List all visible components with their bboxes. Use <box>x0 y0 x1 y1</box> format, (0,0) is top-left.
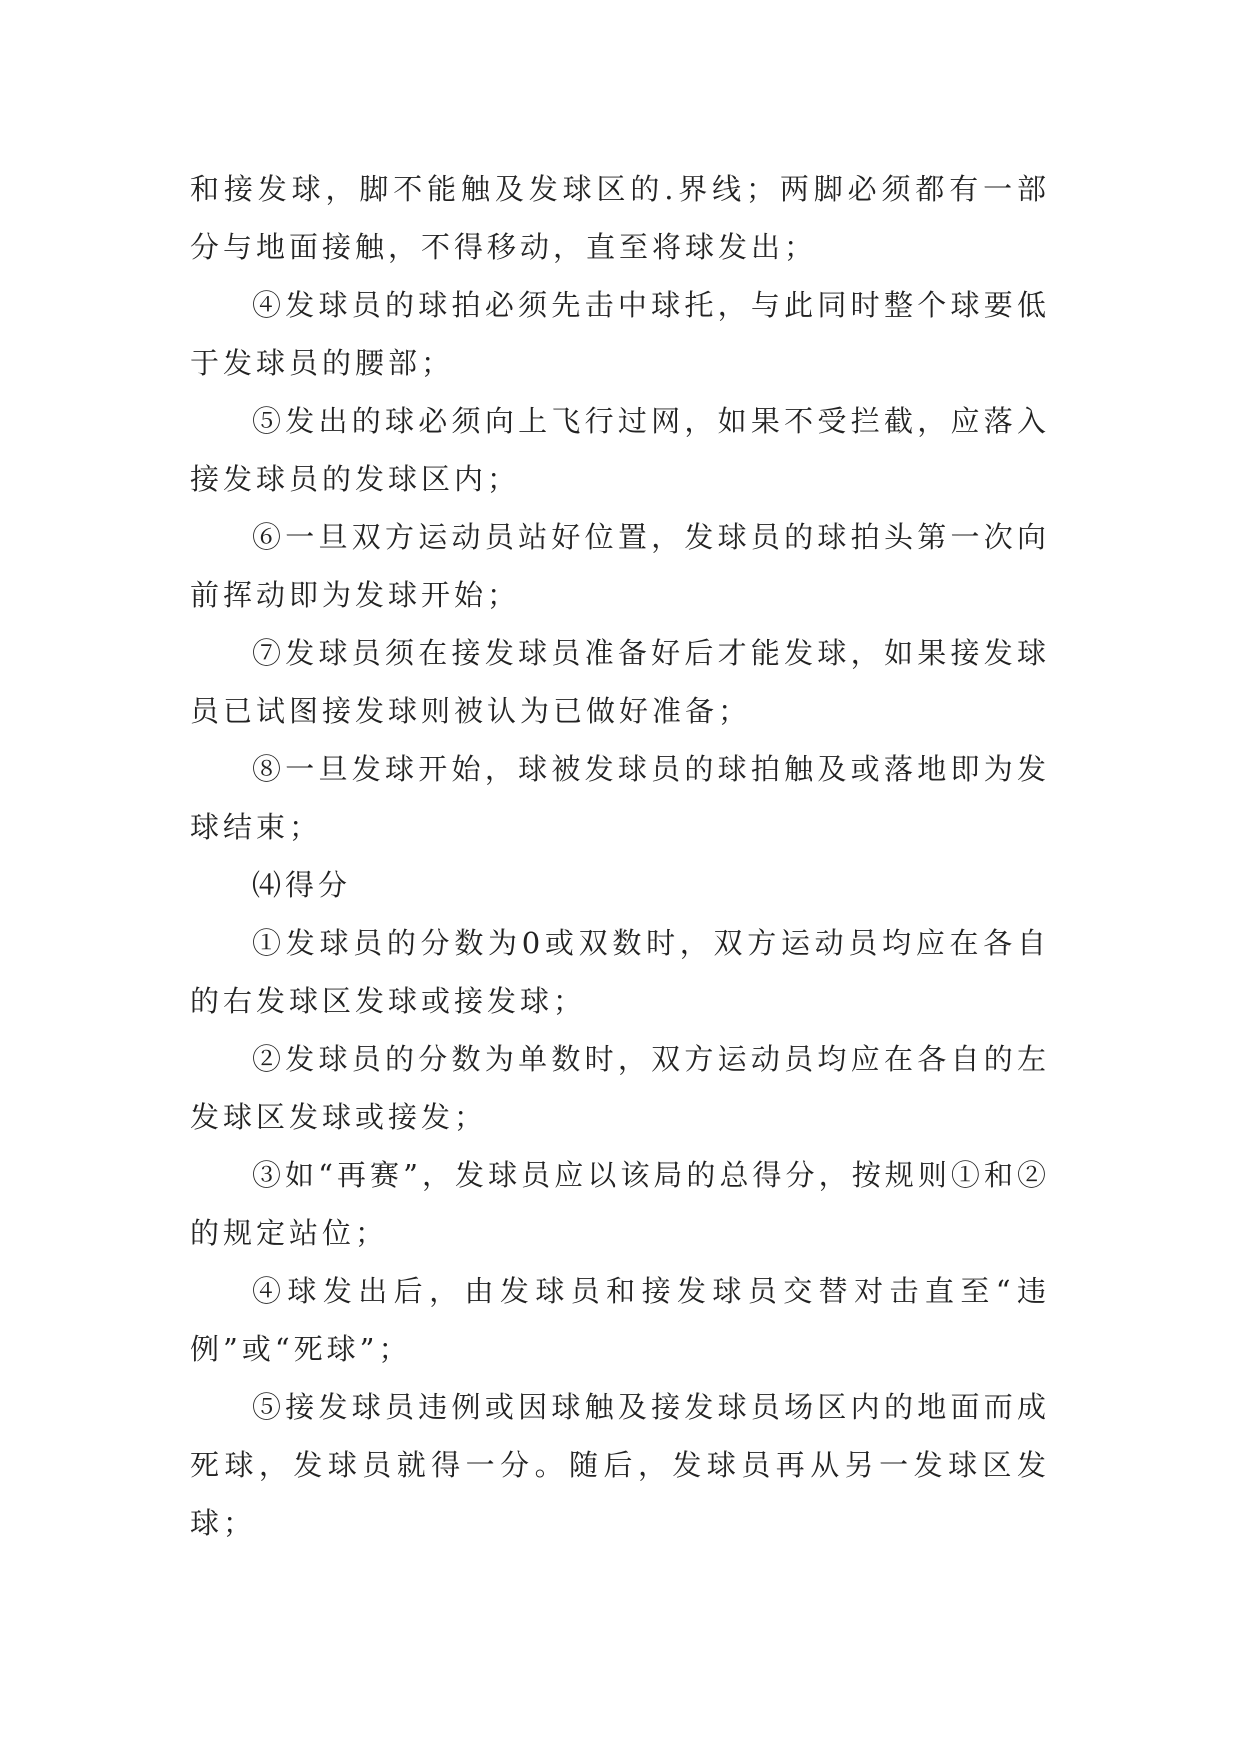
paragraph-serve-feet-rule: 和接发球，脚不能触及发球区的.界线；两脚必须都有一部分与地面接触，不得移动，直至将球发出； <box>190 172 1050 264</box>
paragraph-rule-8-serve-end: ⑧一旦发球开始，球被发球员的球拍触及或落地即为发球结束； <box>190 752 1050 844</box>
paragraph-rule-4-racket-contact: ④发球员的球拍必须先击中球托，与此同时整个球要低于发球员的腰部； <box>190 288 1050 380</box>
paragraph-rule-7-receiver-ready: ⑦发球员须在接发球员准备好后才能发球，如果接发球员已试图接发球则被认为已做好准备； <box>190 636 1050 728</box>
section-heading-scoring: ⑷得分 <box>252 868 352 902</box>
paragraph-score-rule-1-even: ①发球员的分数为0或双数时，双方运动员均应在各自的右发球区发球或接发球； <box>190 926 1050 1018</box>
paragraph-rule-6-serve-start: ⑥一旦双方运动员站好位置，发球员的球拍头第一次向前挥动即为发球开始； <box>190 520 1050 612</box>
paragraph-score-rule-4-rally: ④球发出后，由发球员和接发球员交替对击直至“违例”或“死球”； <box>190 1274 1050 1366</box>
paragraph-score-rule-5-point: ⑤接发球员违例或因球触及接发球员场区内的地面而成死球，发球员就得一分。随后，发球员再从另一发球区发球； <box>190 1390 1050 1540</box>
paragraph-score-rule-3-let: ③如“再赛”，发球员应以该局的总得分，按规则①和②的规定站位； <box>190 1158 1050 1250</box>
document-body <box>190 160 1050 1552</box>
paragraph-rule-5-ball-over-net: ⑤发出的球必须向上飞行过网，如果不受拦截，应落入接发球员的发球区内； <box>190 404 1050 496</box>
paragraph-score-rule-2-odd: ②发球员的分数为单数时，双方运动员均应在各自的左发球区发球或接发； <box>190 1042 1050 1134</box>
